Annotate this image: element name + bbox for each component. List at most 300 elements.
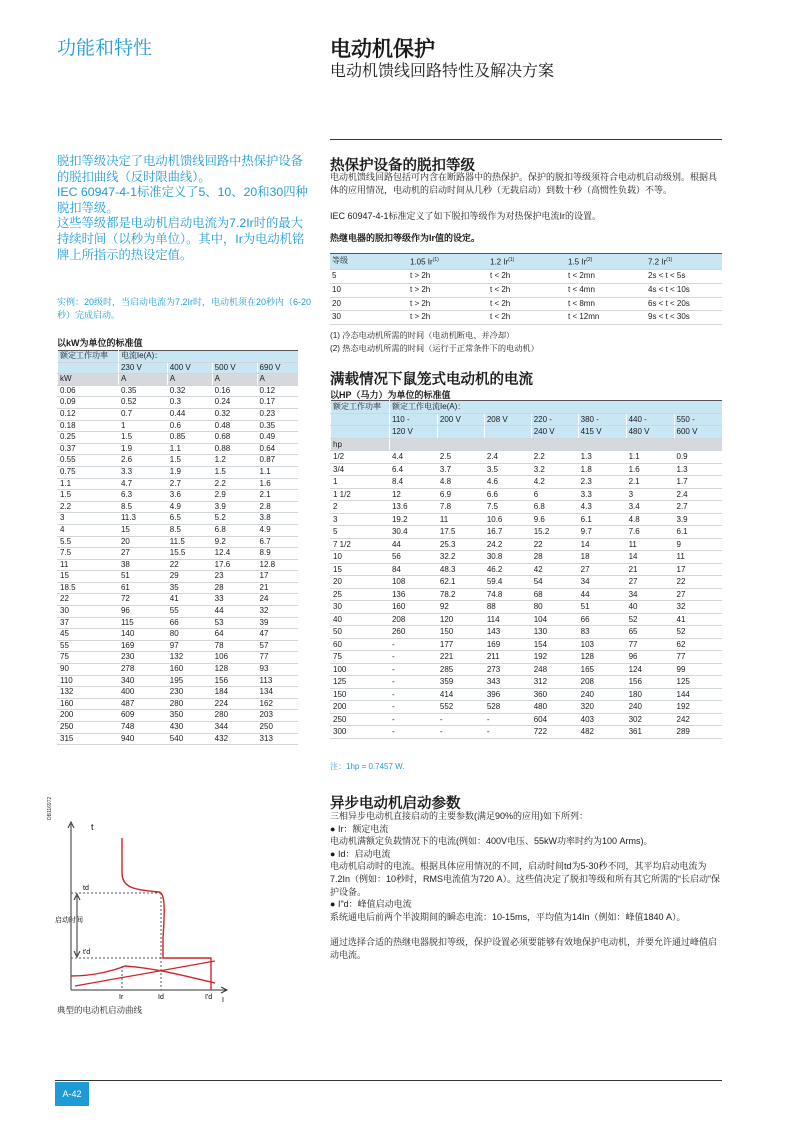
kw-cell: 1.5 [118,432,167,444]
kw-row [58,478,299,490]
kw-row [58,490,299,502]
hp-volt [484,426,531,439]
hp-cell: 9.6 [531,513,578,526]
kw-cell: 96 [118,606,167,618]
hp-cell: 169 [484,638,531,651]
hp-row [331,526,723,539]
t2d-label: t'd [83,949,91,956]
kw-row [58,722,299,734]
trip-para: 电动机馈线回路包括可内含在断路器中的热保护。保护的脱扣等级须符合电动机启动级别。根据具体的应用情况，电动机的启动时间从几秒（无载启动）到数十秒（高惯性负载）不等。 [330,172,718,195]
hp-cell: 5 [331,526,390,539]
kw-cell: 1.5 [212,466,257,478]
hp-cell: 343 [484,676,531,689]
param-item: ● I"d：峰值启动电流 [330,899,412,910]
kw-cell: 51 [118,571,167,583]
hp-cell: 21 [626,563,674,576]
hp-cell: 84 [389,563,437,576]
hp-cell: 46.2 [484,563,531,576]
hp-row [331,538,723,551]
hp-cell: 25.3 [437,538,484,551]
hp-cell: 48.3 [437,563,484,576]
hp-cell: 480 [531,701,578,714]
kw-cell: 128 [212,664,257,676]
kw-cell: 106 [212,652,257,664]
kw-unit: A [167,374,212,386]
kw-cell: 156 [212,675,257,687]
hp-row [331,551,723,564]
hp-row [331,638,723,651]
trip-cell: 6s < t < 20s [646,297,722,311]
kw-row [58,513,299,525]
hp-cell: 80 [531,601,578,614]
title-divider [330,139,722,140]
kw-cell: 11.3 [118,513,167,525]
intro-line: 这些等级都是电动机启动电流为7.2Ir时的最大持续时间（以秒为单位）。其中，Ir为电动机铭牌上所指示的热设定值。 [57,216,305,262]
hp-cell: 65 [626,626,674,639]
kw-cell: 0.37 [58,443,119,455]
hp-h-blank [331,413,390,426]
hp-cell: 1.7 [674,476,722,489]
kw-cell: 0.6 [167,420,212,432]
kw-cell: 2.7 [167,478,212,490]
kw-cell: 0.64 [257,443,298,455]
kw-cell: 17.6 [212,559,257,571]
hp-cell: 3.3 [578,488,626,501]
hp-cell: 312 [531,676,578,689]
kw-cell: 2.1 [257,490,298,502]
kw-cell: 5.5 [58,536,119,548]
hp-cell: 3 [626,488,674,501]
hp-cell: 361 [626,726,674,739]
hp-row [331,651,723,664]
kw-cell: 609 [118,710,167,722]
kw-cell: 432 [212,733,257,745]
kw-table [57,350,298,745]
hp-cell: 6.1 [578,513,626,526]
kw-cell: 3.6 [167,490,212,502]
kw-cell: 30 [58,606,119,618]
hp-table-wrap [330,400,722,739]
kw-cell: 1.5 [167,455,212,467]
kw-cell: 0.06 [58,385,119,397]
trip-cell: t > 2h [408,284,488,298]
hp-cell: 27 [674,588,722,601]
hp-h2: 额定工作电流Ie(A)： [389,401,722,414]
hp-cell: 1.1 [626,451,674,464]
hp-cell: 40 [626,601,674,614]
kw-cell: 4.9 [167,501,212,513]
trip-row [330,284,722,298]
page-subtitle: 电动机馈线回路特性及解决方案 [330,63,555,80]
hp-cell: 130 [531,626,578,639]
hp-cell: 2 [331,501,390,514]
kw-cell: 57 [257,640,298,652]
hp-cell: 0.9 [674,451,722,464]
trip-heading: 热保护设备的脱扣等级 [330,158,475,174]
hp-volt [437,426,484,439]
kw-unit: kW [58,374,119,386]
kw-cell: 17 [257,571,298,583]
hp-cell: 242 [674,713,722,726]
hp-row [331,576,723,589]
hp-cell: 4.3 [578,501,626,514]
trip-row [330,297,722,311]
hp-volt: 220 - [531,413,578,426]
hp-cell: - [437,713,484,726]
hp-cell: 154 [531,638,578,651]
kw-cell: 280 [212,710,257,722]
kw-cell: 4.9 [257,524,298,536]
kw-cell: 430 [167,722,212,734]
hp-cell: 30.8 [484,551,531,564]
footer-divider [55,1080,722,1081]
hp-cell: 24.2 [484,538,531,551]
kw-cell: 0.32 [212,408,257,420]
trip-h-label: 7.2 Ir [648,257,667,267]
hp-cell: 240 [626,701,674,714]
hp-cell: 108 [389,576,437,589]
hp-cell: 9 [674,538,722,551]
kw-h2: 电流Ie(A)： [118,351,298,363]
kw-cell: 18.5 [58,582,119,594]
intro-text [57,154,315,263]
hp-cell: 56 [389,551,437,564]
hp-cell: 104 [531,613,578,626]
trip-h [566,254,646,270]
kw-cell: 280 [167,698,212,710]
kw-cell: 2.8 [257,501,298,513]
hp-row [331,513,723,526]
hp-row [331,676,723,689]
kw-cell: 132 [167,652,212,664]
kw-unit: A [257,374,298,386]
kw-cell: 230 [118,652,167,664]
hp-cell: 40 [331,613,390,626]
hp-cell: 1/2 [331,451,390,464]
kw-row [58,629,299,641]
i2d-label: I'd [205,994,213,1001]
kw-cell: 3 [58,513,119,525]
kw-row [58,524,299,536]
hp-cell: 16.7 [484,526,531,539]
param-desc: 电动机启动时的电流。根据具体应用情况的不同，启动时间td为5-30秒不同，其平均启动电流为7.2In（例如：10秒时，RMS电流值为720 A）。这些值决定了脱扣等级和所有其它所需的“长启动”保护设备。 [330,861,721,897]
kw-cell: 0.35 [257,420,298,432]
kw-cell: 940 [118,733,167,745]
kw-cell: 24 [257,594,298,606]
hp-cell: 103 [578,638,626,651]
kw-table-wrap [57,350,298,745]
param-desc: 系统通电后前两个半波期间的瞬态电流：10-15ms，平均值为14In（例如：峰值1840 A）。 [330,911,686,922]
trip-h [646,254,722,270]
hp-cell: 11 [437,513,484,526]
kw-cell: 0.24 [212,397,257,409]
kw-cell: 12.8 [257,559,298,571]
kw-row [58,397,299,409]
hp-row [331,476,723,489]
kw-row [58,640,299,652]
hp-cell: 208 [578,676,626,689]
td-label: td [83,885,89,892]
trip-cell: t < 2h [488,311,566,325]
hp-cell: 1.3 [674,463,722,476]
trip-cell: 9s < t < 30s [646,311,722,325]
hp-cell: 260 [389,626,437,639]
hp-row [331,601,723,614]
hp-cell: 7.5 [484,501,531,514]
hp-row [331,726,723,739]
hp-row [331,463,723,476]
kw-cell: 47 [257,629,298,641]
trip-cell: t > 2h [408,311,488,325]
kw-cell: 0.18 [58,420,119,432]
hp-cell: 1.8 [578,463,626,476]
hp-row [331,451,723,464]
hp-cell: 6.1 [674,526,722,539]
hp-volt: 415 V [578,426,626,439]
hp-cell: 1.6 [626,463,674,476]
hp-cell: 192 [674,701,722,714]
hp-cell: 99 [674,663,722,676]
hp-cell: 2.4 [484,451,531,464]
hp-cell: 32 [674,601,722,614]
footnote-ref: (1) [508,257,515,263]
kw-row [58,710,299,722]
hp-cell: 156 [626,676,674,689]
kw-cell: 15 [118,524,167,536]
kw-cell: 44 [212,606,257,618]
hp-cell: 3 [331,513,390,526]
hp-cell: 552 [437,701,484,714]
hp-cell: - [389,688,437,701]
hp-cell: 144 [674,688,722,701]
kw-cell: 11 [58,559,119,571]
kw-unit: A [212,374,257,386]
hp-cell: 83 [578,626,626,639]
hp-cell: 88 [484,601,531,614]
kw-volt: 690 V [257,362,298,374]
kw-cell: 11.5 [167,536,212,548]
kw-cell: 350 [167,710,212,722]
hp-cell: 8.4 [389,476,437,489]
param-title: I"d：峰值启动电流 [337,899,412,910]
kw-cell: 0.35 [118,385,167,397]
kw-cell: 1.5 [58,490,119,502]
example-text: 实例：20级时，当启动电流为7.2Ir时，电动机须在20秒内（6-20秒）完成启动。 [57,297,312,320]
kw-row [58,559,299,571]
footnote-ref: (2) [586,257,593,263]
hp-cell: 4.6 [484,476,531,489]
trip-h [408,254,488,270]
intro-line: 脱扣等级决定了电动机馈线回路中热保护设备的脱扣曲线（反时限曲线）。 [57,154,303,184]
kw-cell: 0.12 [58,408,119,420]
trip-cell: t < 2h [488,284,566,298]
kw-row [58,455,299,467]
hp-cell: 2.5 [437,451,484,464]
hp-cell: 96 [626,651,674,664]
kw-cell: 97 [167,640,212,652]
page-title: 电动机保护 [330,38,435,61]
hp-cell: 528 [484,701,531,714]
kw-row [58,675,299,687]
param-title: Id：启动电流 [337,848,391,859]
hp-cell: 27 [626,576,674,589]
kw-cell: 8.5 [118,501,167,513]
hp-cell: 77 [674,651,722,664]
hp-row [331,563,723,576]
kw-unit: A [118,374,167,386]
hp-subheading: 以HP（马力）为单位的标准值 [330,390,451,400]
hp-h-blank [331,426,390,439]
kw-cell: 140 [118,629,167,641]
kw-cell: 4 [58,524,119,536]
hp-unit: hp [331,438,390,451]
hp-cell: 482 [578,726,626,739]
trip-row [330,270,722,284]
kw-cell: 132 [58,687,119,699]
kw-cell: 29 [167,571,212,583]
hp-h1: 额定工作功率 [331,401,390,414]
hp-cell: 160 [389,601,437,614]
kw-cell: 38 [118,559,167,571]
trip-cell: 30 [330,311,408,325]
kw-cell: 80 [167,629,212,641]
hp-cell: 44 [578,588,626,601]
hp-row [331,688,723,701]
hp-volt: 110 - [389,413,437,426]
trip-para-2: IEC 60947-4-1标准定义了如下脱扣等级作为对热保护电流Ir的设置。 [330,211,602,221]
hp-cell: 1.3 [578,451,626,464]
hp-cell: 2.4 [674,488,722,501]
param-desc: 电动机满额定负载情况下的电流(例如：400V电压、55kW功率时约为100 Arms)。 [330,836,653,847]
hp-volt: 120 V [389,426,437,439]
hp-cell: 52 [674,626,722,639]
hp-cell: 403 [578,713,626,726]
figure-id: DB116972 [47,796,53,820]
hp-cell: 32.2 [437,551,484,564]
kw-cell: 1.2 [212,455,257,467]
hp-cell: 6.6 [484,488,531,501]
kw-row [58,582,299,594]
kw-cell: 0.7 [118,408,167,420]
hp-cell: 78.2 [437,588,484,601]
hp-cell: 248 [531,663,578,676]
kw-cell: 110 [58,675,119,687]
param-item: ● Ir：额定电流 [330,823,389,834]
hp-row [331,488,723,501]
kw-cell: 1.1 [257,466,298,478]
id-label: Id [158,994,164,1001]
kw-cell: 1.1 [167,443,212,455]
kw-cell: 9.2 [212,536,257,548]
trip-cell: t < 4mn [566,284,646,298]
hp-cell: 34 [578,576,626,589]
hp-cell: 11 [674,551,722,564]
kw-cell: 0.25 [58,432,119,444]
kw-cell: 41 [167,594,212,606]
kw-row [58,733,299,745]
hp-cell: 25 [331,588,390,601]
hp-cell: 22 [674,576,722,589]
intro-line: IEC 60947-4-1标准定义了5、10、20和30四种脱扣等级。 [57,185,308,215]
hp-cell: 22 [531,538,578,551]
kw-cell: 33 [212,594,257,606]
hp-cell: 6.8 [531,501,578,514]
hp-cell: 211 [484,651,531,664]
hp-cell: - [389,713,437,726]
kw-cell: 340 [118,675,167,687]
kw-cell: 0.52 [118,397,167,409]
hp-cell: 3.7 [437,463,484,476]
hp-cell: 302 [626,713,674,726]
i-axis-label: I [222,997,224,1004]
hp-volt: 550 - [674,413,722,426]
ir-label: Ir [119,994,124,1001]
page-number: A-42 [55,1082,89,1106]
kw-cell: 0.88 [212,443,257,455]
trip-row [330,311,722,325]
hp-cell: 4.2 [531,476,578,489]
kw-table-title: 以kW为单位的标准值 [57,338,143,348]
kw-cell: 0.17 [257,397,298,409]
trip-note: (1) 冷态电动机所需的时间（电动机断电、并冷却） [330,331,515,340]
kw-cell: 0.32 [167,385,212,397]
kw-volt: 400 V [167,362,212,374]
hp-cell: - [389,651,437,664]
kw-h1: 额定工作功率 [58,351,119,363]
trip-cell: t < 2mn [566,270,646,284]
kw-cell: 6.5 [167,513,212,525]
kw-cell: 21 [257,582,298,594]
hp-cell: 14 [626,551,674,564]
hp-cell: 221 [437,651,484,664]
kw-cell: 6.7 [257,536,298,548]
kw-cell: 55 [58,640,119,652]
hp-cell: 6 [531,488,578,501]
kw-cell: 315 [58,733,119,745]
kw-cell: 7.5 [58,548,119,560]
hp-row [331,501,723,514]
kw-row [58,420,299,432]
hp-cell: 4.8 [626,513,674,526]
hp-heading: 满载情况下鼠笼式电动机的电流 [330,372,533,388]
kw-cell: 20 [118,536,167,548]
kw-cell: 0.12 [257,385,298,397]
kw-cell: 15.5 [167,548,212,560]
kw-cell: 250 [58,722,119,734]
kw-cell: 15 [58,571,119,583]
hp-cell: 12 [389,488,437,501]
hp-cell: 30.4 [389,526,437,539]
hp-cell: 68 [531,588,578,601]
hp-cell: 120 [437,613,484,626]
kw-row [58,594,299,606]
trip-h [488,254,566,270]
trip-cell: t > 2h [408,270,488,284]
kw-cell: 0.3 [167,397,212,409]
kw-volt: 500 V [212,362,257,374]
kw-cell: 0.75 [58,466,119,478]
kw-cell: 28 [212,582,257,594]
kw-cell: 78 [212,640,257,652]
hp-cell: 6.9 [437,488,484,501]
param-item: ● Id：启动电流 [330,848,391,859]
hp-cell: - [389,638,437,651]
hp-cell: - [437,726,484,739]
footnote-ref: (1) [666,257,673,263]
hp-cell: 250 [331,713,390,726]
hp-cell: 1 1/2 [331,488,390,501]
t-axis-label: t [91,822,94,832]
